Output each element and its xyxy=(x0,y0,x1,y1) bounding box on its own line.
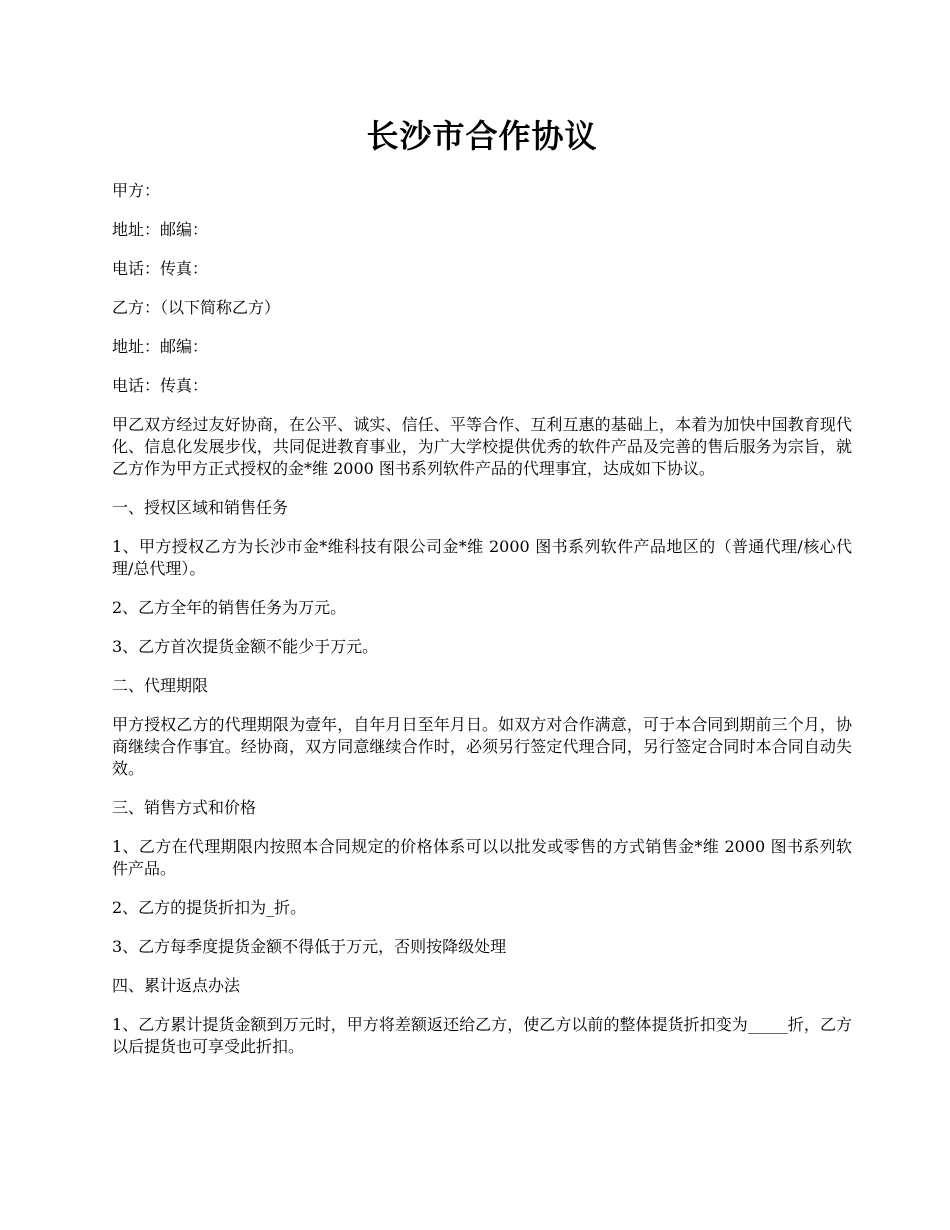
clause-3-1: 1、乙方在代理期限内按照本合同规定的价格体系可以以批发或零售的方式销售金*维 2000 图书系列软件产品。 xyxy=(112,837,852,878)
clause-1-1: 1、甲方授权乙方为长沙市金*维科技有限公司金*维 2000 图书系列软件产品地区的（普通代理/核心代理/总代理）。 xyxy=(112,537,852,578)
clause-1-3: 3、乙方首次提货金额不能少于万元。 xyxy=(112,637,379,656)
clause-3-3: 3、乙方每季度提货金额不得低于万元，否则按降级处理 xyxy=(112,937,507,956)
party-a-name: 甲方： xyxy=(112,181,161,200)
clause-3-2: 2、乙方的提货折扣为_折。 xyxy=(112,898,307,917)
section-heading-3: 三、销售方式和价格 xyxy=(112,798,257,817)
party-b-address: 地址：邮编： xyxy=(112,337,209,356)
document-body xyxy=(112,180,852,1075)
section-heading-2: 二、代理期限 xyxy=(112,676,209,695)
party-a-address: 地址：邮编： xyxy=(112,220,209,239)
party-b-phone: 电话：传真： xyxy=(112,376,209,395)
section-heading-4: 四、累计返点办法 xyxy=(112,976,241,995)
preamble-paragraph: 甲乙双方经过友好协商，在公平、诚实、信任、平等合作、互利互惠的基础上，本着为加快中国教育现代化、信息化发展步伐，共同促进教育事业，为广大学校提供优秀的软件产品及完善的售后服务为宗旨，就乙方作为甲方正式授权的金*维 2000 图书系列软件产品的代理事宜，达成如下协议。 xyxy=(112,415,852,478)
clause-4-1: 1、乙方累计提货金额到万元时，甲方将差额返还给乙方，使乙方以前的整体提货折扣变为_____折，乙方以后提货也可享受此折扣。 xyxy=(112,1015,852,1056)
party-a-phone: 电话：传真： xyxy=(112,259,209,278)
party-b-name: 乙方：（以下简称乙方） xyxy=(112,298,281,317)
clause-2-1: 甲方授权乙方的代理期限为壹年，自年月日至年月日。如双方对合作满意，可于本合同到期前三个月，协商继续合作事宜。经协商，双方同意继续合作时，必须另行签定代理合同，另行签定合同时本合同自动失效。 xyxy=(112,715,852,778)
section-heading-1: 一、授权区域和销售任务 xyxy=(112,498,289,517)
clause-1-2: 2、乙方全年的销售任务为万元。 xyxy=(112,598,347,617)
document-title: 长沙市合作协议 xyxy=(366,117,598,155)
